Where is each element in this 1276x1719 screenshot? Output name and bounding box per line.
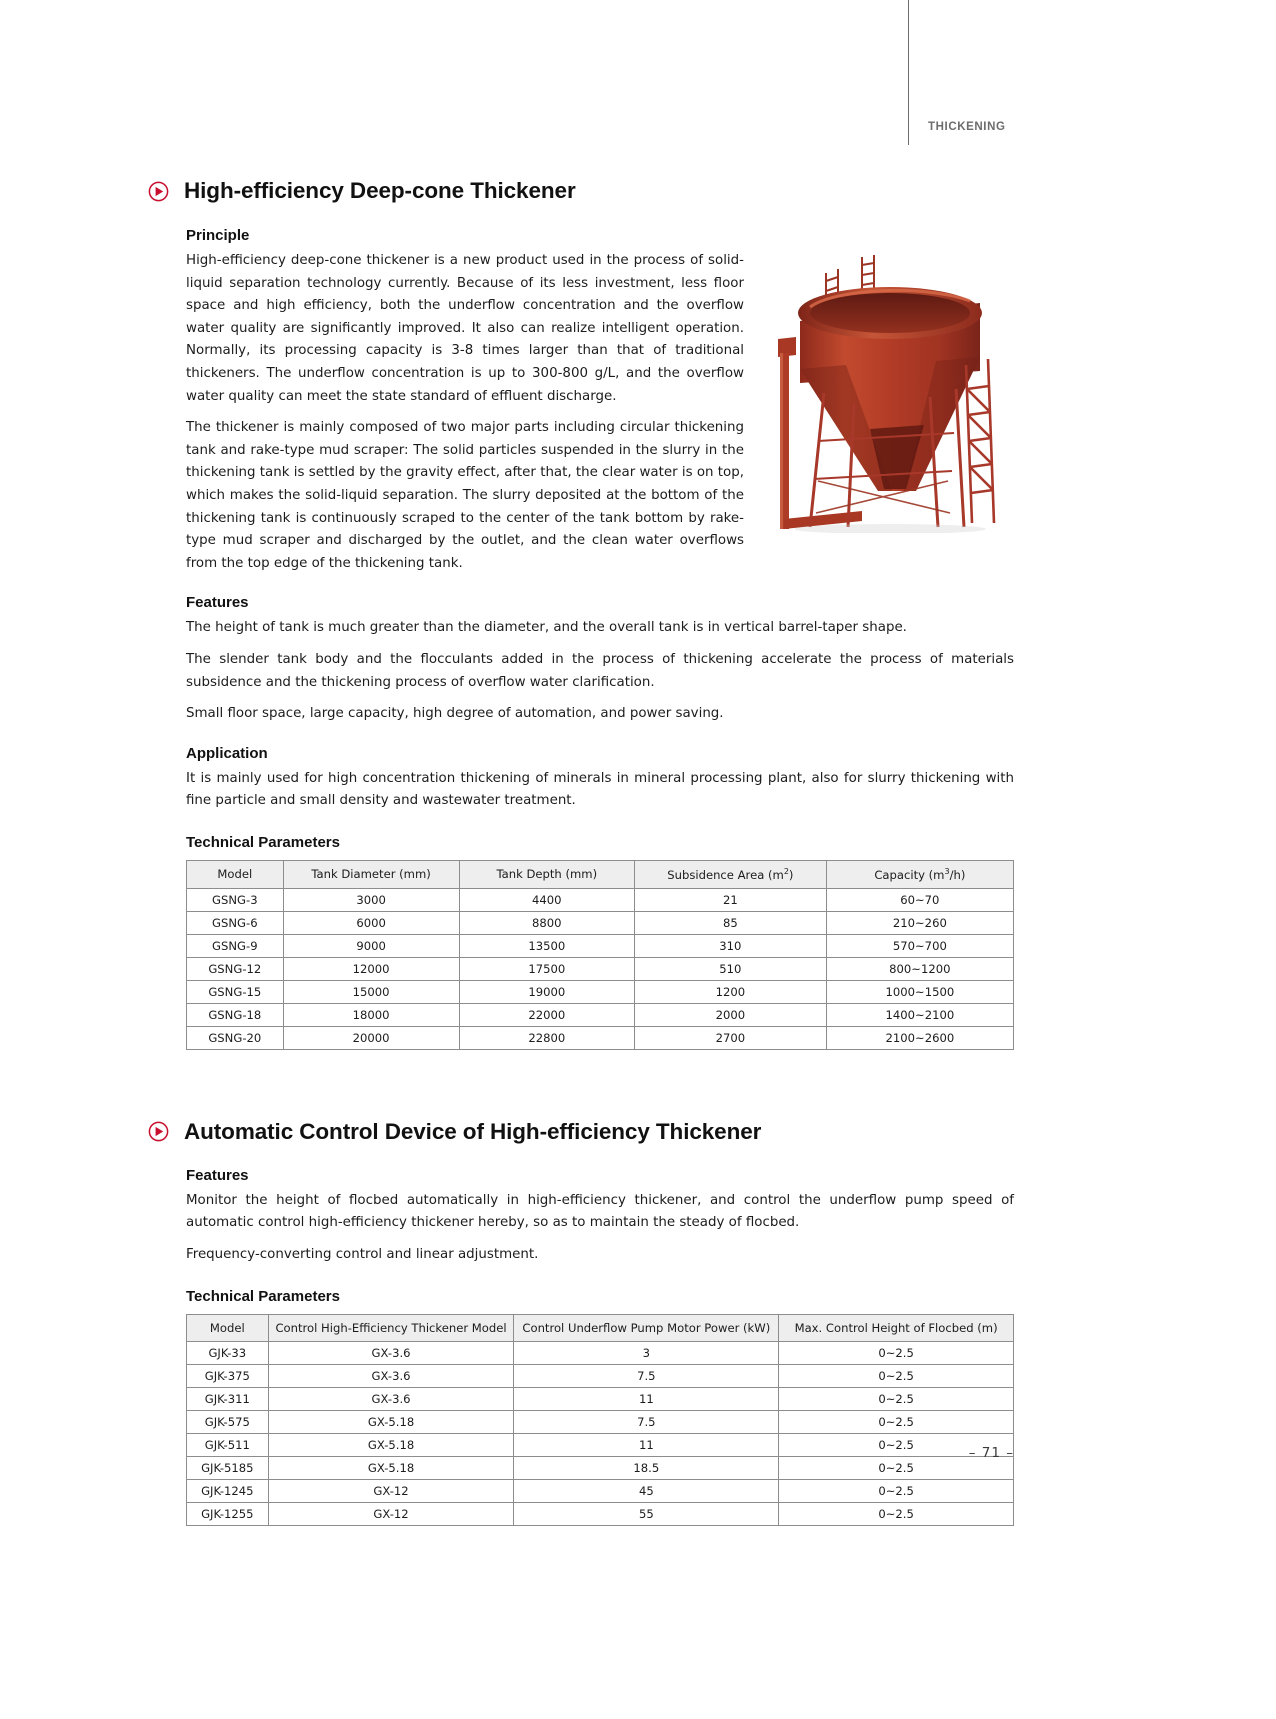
table-cell: 17500 [459, 957, 634, 980]
table-cell: 55 [514, 1502, 779, 1525]
table-row [187, 1410, 1014, 1433]
application-paragraph-1: It is mainly used for high concentration thickening of minerals in mineral processing plant, also for slurry thickening with fine particle and small density and wastewater treatment. [186, 770, 1014, 809]
table-cell: 0~2.5 [779, 1341, 1014, 1364]
table-header-cell: Subsidence Area $(m^2)$ [635, 860, 827, 888]
table-row [187, 1479, 1014, 1502]
table-row [187, 1026, 1014, 1049]
table-cell: GJK-375 [187, 1364, 269, 1387]
table-cell: GSNG-6 [187, 911, 284, 934]
features-paragraph-2-2: Frequency-converting control and linear adjustment. [186, 1246, 539, 1262]
table-cell: 6000 [283, 911, 459, 934]
table-header-cell: Capacity $(m^3/h)$ [826, 860, 1013, 888]
table-cell: 2700 [635, 1026, 827, 1049]
technical-parameters-table-1 [186, 860, 1014, 1050]
circle-arrow-right-icon [148, 181, 169, 202]
table-cell: 0~2.5 [779, 1387, 1014, 1410]
section-heading-deep-cone-thickener [148, 178, 1014, 204]
table-cell: GSNG-9 [187, 934, 284, 957]
table-cell: 7.5 [514, 1364, 779, 1387]
table-cell: GSNG-18 [187, 1003, 284, 1026]
table-cell: 20000 [283, 1026, 459, 1049]
table-cell: 22000 [459, 1003, 634, 1026]
principle-paragraph-1: High-efficiency deep-cone thickener is a new product used in the process of solid-liquid separation technology currently. Because of its less investment, less floor space and high efficiency, both the underflow concentration and the overflow water quality are significantly improved. It also can realize intelligent operation. Normally, its processing capacity is 3-8 times larger than that of traditional thickeners. The underflow concentration is up to 300-800 g/L, and the overflow water quality can meet the state standard of effluent discharge. [186, 253, 744, 404]
table-body [187, 1341, 1014, 1525]
table-cell: GX-3.6 [268, 1387, 514, 1410]
table-cell: 18.5 [514, 1456, 779, 1479]
table-cell: 45 [514, 1479, 779, 1502]
table-cell: 3000 [283, 888, 459, 911]
table-cell: 0~2.5 [779, 1433, 1014, 1456]
table-row [187, 980, 1014, 1003]
technical-parameters-table-2 [186, 1314, 1014, 1526]
table-cell: 13500 [459, 934, 634, 957]
table-row [187, 911, 1014, 934]
table-cell: 0~2.5 [779, 1502, 1014, 1525]
table-cell: GX-5.18 [268, 1410, 514, 1433]
table-row [187, 1341, 1014, 1364]
table-cell: 19000 [459, 980, 634, 1003]
table-cell: 21 [635, 888, 827, 911]
table-cell: 0~2.5 [779, 1456, 1014, 1479]
table-cell: 800~1200 [826, 957, 1013, 980]
table-cell: GSNG-15 [187, 980, 284, 1003]
table-header-cell: Tank Diameter (mm) [283, 860, 459, 888]
table-header-row [187, 860, 1014, 888]
circle-arrow-right-icon [148, 1121, 169, 1142]
table-cell: 7.5 [514, 1410, 779, 1433]
table-cell: 310 [635, 934, 827, 957]
table-header-cell: Tank Depth (mm) [459, 860, 634, 888]
table-row [187, 957, 1014, 980]
table-cell: 12000 [283, 957, 459, 980]
table-cell: GJK-1255 [187, 1502, 269, 1525]
section-heading-automatic-control-device [148, 1119, 1014, 1145]
content-column [186, 0, 1014, 1526]
table-cell: GJK-511 [187, 1433, 269, 1456]
table-cell: 1000~1500 [826, 980, 1013, 1003]
section-title-text: Automatic Control Device of High-efficiency Thickener [184, 1118, 762, 1144]
table-cell: GJK-5185 [187, 1456, 269, 1479]
table-cell: 510 [635, 957, 827, 980]
table-cell: GX-5.18 [268, 1433, 514, 1456]
subheading-features-1: Features [186, 594, 249, 612]
table-cell: 570~700 [826, 934, 1013, 957]
table-cell: 1400~2100 [826, 1003, 1013, 1026]
table-cell: GJK-311 [187, 1387, 269, 1410]
table-row [187, 1387, 1014, 1410]
table-row [187, 934, 1014, 957]
table-cell: GX-3.6 [268, 1364, 514, 1387]
table-cell: GX-5.18 [268, 1456, 514, 1479]
table-cell: GSNG-20 [187, 1026, 284, 1049]
table-cell: GX-12 [268, 1479, 514, 1502]
table-cell: GJK-1245 [187, 1479, 269, 1502]
section-title-text: High-efficiency Deep-cone Thickener [184, 178, 576, 203]
features-paragraph-1-3: Small floor space, large capacity, high degree of automation, and power saving. [186, 706, 724, 722]
table-cell: 8800 [459, 911, 634, 934]
table-cell: 85 [635, 911, 827, 934]
subheading-application: Application [186, 744, 268, 762]
table-header-cell: Model [187, 1314, 269, 1341]
table-header-cell: Control Underflow Pump Motor Power (kW) [514, 1314, 779, 1341]
features-paragraph-1-2: The slender tank body and the flocculants added in the process of thickening accelerate the process of materials subsidence and the thickening process of overflow water clarification. [186, 651, 1014, 690]
table-cell: GSNG-12 [187, 957, 284, 980]
running-header-title: THICKENING [928, 121, 1006, 133]
table-cell: 9000 [283, 934, 459, 957]
table-cell: 4400 [459, 888, 634, 911]
table-cell: 0~2.5 [779, 1410, 1014, 1433]
table-cell: 210~260 [826, 911, 1013, 934]
table-cell: 2100~2600 [826, 1026, 1013, 1049]
table-header-cell: Control High-Efficiency Thickener Model [268, 1314, 514, 1341]
features-paragraph-1-1: The height of tank is much greater than the diameter, and the overall tank is in vertical barrel-taper shape. [186, 620, 907, 636]
subheading-principle: Principle [186, 227, 250, 244]
table-header-cell: Model [187, 860, 284, 888]
table-row [187, 888, 1014, 911]
table-cell: 1200 [635, 980, 827, 1003]
table-body [187, 888, 1014, 1049]
table-header-row [187, 1314, 1014, 1341]
table-cell: 0~2.5 [779, 1479, 1014, 1502]
table-cell: 11 [514, 1433, 779, 1456]
table-header-cell: Max. Control Height of Flocbed (m) [779, 1314, 1014, 1341]
subheading-technical-parameters-2: Technical Parameters [186, 1287, 340, 1305]
table-cell: 18000 [283, 1003, 459, 1026]
table-cell: GX-12 [268, 1502, 514, 1525]
subheading-technical-parameters-1: Technical Parameters [186, 833, 340, 851]
table-cell: 11 [514, 1387, 779, 1410]
table-cell: GJK-33 [187, 1341, 269, 1364]
table-cell: 60~70 [826, 888, 1013, 911]
table-cell: 0~2.5 [779, 1364, 1014, 1387]
table-cell: 2000 [635, 1003, 827, 1026]
principle-paragraph-2: The thickener is mainly composed of two major parts including circular thickening tank and rake-type mud scraper: The solid particles suspended in the slurry in the thickening tank is settled by the gravity effect, after that, the clear water is on top, which makes the solid-liquid separation. The slurry deposited at the bottom of the thickening tank is continuously scraped to the center of the tank bottom by rake-type mud scraper and discharged by the outlet, and the clean water overflows from the top edge of the thickening tank. [186, 420, 744, 571]
features-paragraph-2-1: Monitor the height of flocbed automatically in high-efficiency thickener, and control the underflow pump speed of automatic control high-efficiency thickener hereby, so as to maintain the steady of flocbed. [186, 1192, 1014, 1231]
table-cell: GJK-575 [187, 1410, 269, 1433]
subheading-features-2: Features [186, 1166, 249, 1184]
table-row [187, 1502, 1014, 1525]
table-row [187, 1364, 1014, 1387]
table-cell: 22800 [459, 1026, 634, 1049]
table-cell: 15000 [283, 980, 459, 1003]
page-number: – 71 – [968, 1445, 1014, 1461]
table-cell: GSNG-3 [187, 888, 284, 911]
table-cell: GX-3.6 [268, 1341, 514, 1364]
table-row [187, 1003, 1014, 1026]
table-cell: 3 [514, 1341, 779, 1364]
